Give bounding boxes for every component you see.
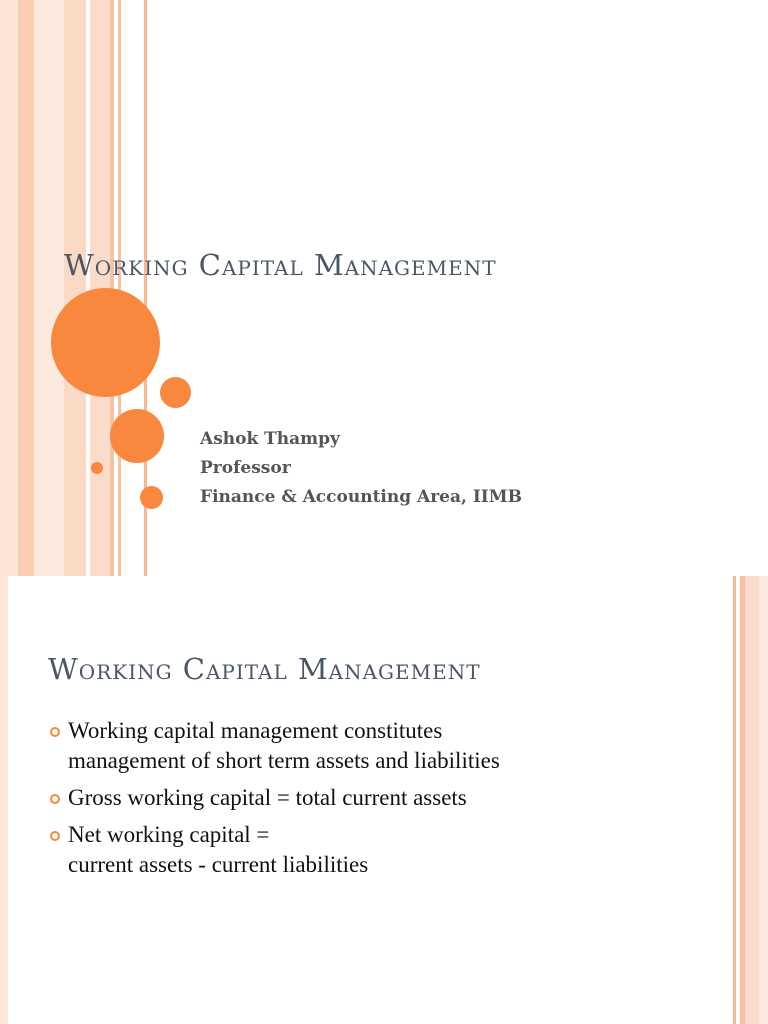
bullet-text: current assets - current liabilities [68,852,369,877]
decorative-stripe [64,0,86,576]
decorative-stripe [118,0,121,576]
decorative-stripe [0,576,8,1024]
author-name: Ashok Thampy [200,429,340,449]
small-orange-circle-icon [140,486,163,509]
hollow-circle-bullet-icon [50,727,60,737]
slide-title: Working Capital Management [48,652,481,686]
decorative-stripe [759,576,768,1024]
list-item [48,820,728,880]
hollow-circle-bullet-icon [50,831,60,841]
decorative-stripe [0,0,18,576]
small-orange-circle-icon [160,377,191,408]
medium-orange-circle-icon [110,409,164,463]
bullet-text: management of short term assets and liabilities [68,748,500,773]
bullet-text: Net working capital = [68,822,270,847]
decorative-stripe [18,0,34,576]
list-item [48,783,728,813]
tiny-orange-circle-icon [91,462,103,474]
author-block [200,425,522,512]
bullet-list [48,716,728,887]
list-item [48,716,728,776]
decorative-stripe [733,576,736,1024]
slide-title: Working Capital Management [64,248,497,282]
bullet-text: Working capital management constitutes [68,718,443,743]
bullet-text: Gross working capital = total current assets [68,785,467,810]
decorative-stripe [34,0,64,576]
hollow-circle-bullet-icon [50,794,60,804]
author-role: Professor [200,458,291,478]
decorative-stripe [745,576,759,1024]
content-slide [0,576,768,1024]
large-orange-circle-icon [51,288,160,397]
author-affiliation: Finance & Accounting Area, IIMB [200,487,522,507]
